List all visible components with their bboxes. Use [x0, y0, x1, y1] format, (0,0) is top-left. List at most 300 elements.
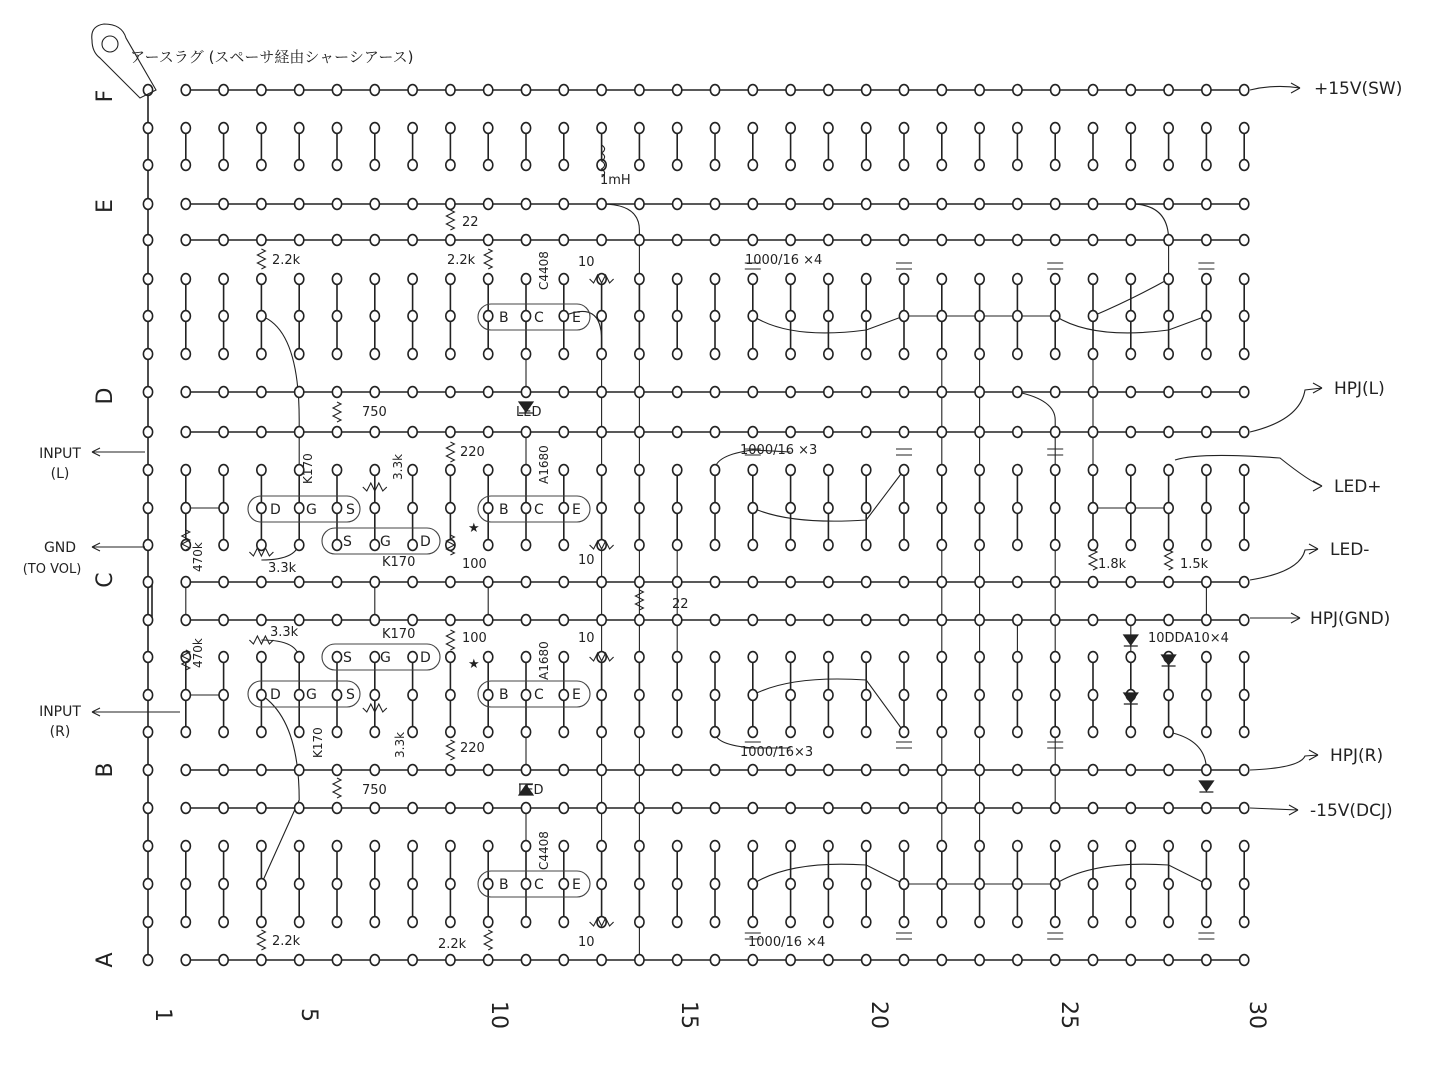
solder-pad [332, 160, 341, 171]
solder-pad [1088, 577, 1097, 588]
solder-pad [975, 235, 984, 246]
solder-pad [862, 311, 871, 322]
solder-pad [295, 235, 304, 246]
solder-pad [1240, 917, 1249, 928]
capacitor-icon [1047, 933, 1063, 939]
solder-pad [219, 577, 228, 588]
solder-pad [635, 123, 644, 134]
solder-pad [143, 199, 152, 210]
solder-pad [710, 274, 719, 285]
solder-pad [1088, 727, 1097, 738]
jfet-label: K170 [382, 627, 416, 642]
solder-pad [484, 503, 493, 514]
solder-pad [219, 387, 228, 398]
solder-pad [824, 615, 833, 626]
solder-pad [1240, 387, 1249, 398]
resistor-label: 100 [462, 557, 487, 572]
solder-pad [1088, 765, 1097, 776]
solder-pad [1126, 160, 1135, 171]
solder-pad [899, 387, 908, 398]
solder-pad [370, 765, 379, 776]
solder-pad [710, 652, 719, 663]
solder-pad [597, 765, 606, 776]
solder-pad [975, 274, 984, 285]
solder-pad [975, 199, 984, 210]
resistor-label: 3.3k [391, 453, 405, 480]
solder-pad [710, 465, 719, 476]
solder-pad [143, 235, 152, 246]
capacitor-label: 1000/16×3 [740, 745, 814, 760]
solder-pad [1051, 765, 1060, 776]
solder-pad [408, 311, 417, 322]
capacitor-label: 1000/16 ×3 [740, 443, 818, 458]
resistor-icon [446, 442, 454, 462]
pin-d: D [420, 534, 431, 550]
solder-pad [824, 387, 833, 398]
solder-pad [937, 160, 946, 171]
solder-pad [824, 311, 833, 322]
solder-pad [143, 387, 152, 398]
solder-pad [559, 427, 568, 438]
capacitor-icon [896, 933, 912, 939]
solder-pad [635, 652, 644, 663]
solder-pad [937, 349, 946, 360]
solder-pad [937, 503, 946, 514]
solder-pad [748, 841, 757, 852]
solder-pad [748, 577, 757, 588]
solder-pad [1240, 465, 1249, 476]
solder-pad [408, 123, 417, 134]
solder-pad [710, 235, 719, 246]
solder-pad [257, 652, 266, 663]
solder-pad [446, 123, 455, 134]
column-number-30: 30 [1244, 1001, 1269, 1029]
solder-pad [748, 690, 757, 701]
pin-s: S [343, 650, 352, 666]
solder-pad [1088, 803, 1097, 814]
solder-pad [899, 803, 908, 814]
solder-pad [370, 311, 379, 322]
solder-pad [408, 235, 417, 246]
solder-pad [143, 540, 152, 551]
solder-pad [521, 652, 530, 663]
solder-pad [937, 577, 946, 588]
solder-pad [748, 349, 757, 360]
capacitor-icon [1198, 933, 1214, 939]
solder-pad [1013, 765, 1022, 776]
solder-pad [1202, 199, 1211, 210]
solder-pad [710, 123, 719, 134]
capacitor-label: 1000/16 ×4 [745, 253, 823, 268]
solder-pad [332, 235, 341, 246]
solder-pad [1126, 652, 1135, 663]
solder-pad [1164, 690, 1173, 701]
solder-pad [295, 917, 304, 928]
solder-pad [143, 690, 152, 701]
solder-pad [748, 615, 757, 626]
solder-pad [484, 199, 493, 210]
solder-pad [635, 577, 644, 588]
solder-pad [181, 123, 190, 134]
solder-pad [521, 465, 530, 476]
solder-pad [710, 503, 719, 514]
solder-pad [219, 803, 228, 814]
column-number-1: 1 [150, 1008, 175, 1022]
solder-pad [786, 349, 795, 360]
jumper-wire [1169, 657, 1207, 770]
resistor-icon [446, 740, 454, 760]
solder-pad [862, 577, 871, 588]
solder-pad [899, 917, 908, 928]
solder-pad [899, 577, 908, 588]
solder-pad [710, 803, 719, 814]
solder-pad [521, 427, 530, 438]
solder-pad [635, 841, 644, 852]
solder-pad [257, 387, 266, 398]
solder-pad [786, 652, 795, 663]
solder-pad [1088, 879, 1097, 890]
solder-pad [710, 199, 719, 210]
solder-pad [257, 955, 266, 966]
solder-pad [862, 465, 871, 476]
solder-pad [710, 727, 719, 738]
solder-pad [559, 955, 568, 966]
pin-s: S [343, 534, 352, 550]
jfet-label: K170 [311, 727, 325, 758]
solder-pad [219, 235, 228, 246]
solder-pad [899, 311, 908, 322]
solder-pad [710, 160, 719, 171]
solder-pad [937, 274, 946, 285]
solder-pad [899, 690, 908, 701]
solder-pad [559, 841, 568, 852]
solder-pad [370, 652, 379, 663]
solder-pad [1126, 199, 1135, 210]
solder-pad [1240, 803, 1249, 814]
solder-pad [559, 123, 568, 134]
solder-pad [597, 577, 606, 588]
solder-pad [332, 955, 341, 966]
solder-pad [143, 274, 152, 285]
arrow-icon [1250, 544, 1318, 580]
solder-pad [295, 540, 304, 551]
solder-pad [219, 311, 228, 322]
solder-pad [673, 349, 682, 360]
solder-pad [1240, 615, 1249, 626]
solder-pad [143, 841, 152, 852]
resistor-label: 470k [191, 542, 205, 572]
solder-pad [975, 652, 984, 663]
solder-pad [748, 503, 757, 514]
solder-pad [1088, 349, 1097, 360]
input-r-arrow-icon [92, 708, 180, 716]
solder-pad [1126, 274, 1135, 285]
solder-pad [1051, 577, 1060, 588]
resistor-label: 2.2k [447, 253, 476, 268]
solder-pad [786, 577, 795, 588]
solder-pad [710, 841, 719, 852]
capacitor-icon [1047, 263, 1063, 269]
solder-pad [219, 274, 228, 285]
solder-pad [521, 577, 530, 588]
solder-pad [521, 540, 530, 551]
diode-icon [1124, 693, 1138, 704]
solder-pad [1240, 690, 1249, 701]
solder-pad [1164, 955, 1173, 966]
pin-g: G [380, 534, 391, 550]
solder-pad [559, 274, 568, 285]
solder-pad [446, 803, 455, 814]
solder-pad [673, 503, 682, 514]
solder-pad [370, 123, 379, 134]
resistor-label: 1.5k [1180, 557, 1209, 572]
solder-pad [597, 349, 606, 360]
component-labels [191, 173, 1229, 952]
strip-lines [148, 90, 1244, 960]
solder-pad [370, 917, 379, 928]
solder-pad [937, 690, 946, 701]
solder-pad [862, 727, 871, 738]
solder-pad [1051, 917, 1060, 928]
solder-pad [899, 652, 908, 663]
solder-pad [1126, 727, 1135, 738]
solder-pad [786, 690, 795, 701]
solder-pad [899, 841, 908, 852]
resistor-icon [1165, 550, 1173, 570]
solder-pad [181, 503, 190, 514]
solder-pad [1126, 879, 1135, 890]
resistor-label: 3.3k [393, 731, 407, 758]
solder-pad [786, 503, 795, 514]
solder-pad [635, 199, 644, 210]
solder-pad [559, 765, 568, 776]
solder-pad [748, 274, 757, 285]
solder-pad [332, 311, 341, 322]
solder-pad [748, 387, 757, 398]
solder-pad [257, 199, 266, 210]
solder-pad [1202, 349, 1211, 360]
solder-pad [1164, 503, 1173, 514]
solder-pad [521, 727, 530, 738]
solder-pad [1126, 577, 1135, 588]
solder-pad [332, 427, 341, 438]
solder-pad [446, 955, 455, 966]
solder-pad [295, 727, 304, 738]
solder-pad [786, 387, 795, 398]
solder-pad [862, 235, 871, 246]
solder-pad [521, 879, 530, 890]
solder-pad [710, 540, 719, 551]
solder-pad [862, 540, 871, 551]
solder-pad [1051, 274, 1060, 285]
pin-s: S [346, 687, 355, 703]
solder-pad [1088, 841, 1097, 852]
solder-pad [1164, 199, 1173, 210]
solder-pad [332, 465, 341, 476]
solder-pad [219, 349, 228, 360]
solder-pad [824, 503, 833, 514]
solder-pad [862, 615, 871, 626]
solder-pad [748, 235, 757, 246]
solder-pad [1051, 841, 1060, 852]
solder-pad [370, 841, 379, 852]
solder-pad [370, 427, 379, 438]
solder-pad [484, 540, 493, 551]
solder-pad [332, 652, 341, 663]
solder-pad [181, 199, 190, 210]
solder-pad [1013, 235, 1022, 246]
solder-pad [408, 274, 417, 285]
resistor-icon [257, 249, 265, 269]
solder-pad [181, 727, 190, 738]
solder-pad [295, 387, 304, 398]
solder-pad [673, 652, 682, 663]
solder-pad [673, 841, 682, 852]
solder-pad [484, 427, 493, 438]
solder-pad [597, 123, 606, 134]
input-l-label: INPUT [39, 446, 81, 462]
solder-pad [975, 85, 984, 96]
solder-pad [862, 427, 871, 438]
solder-pad [1164, 615, 1173, 626]
solder-pad [937, 465, 946, 476]
solder-pad [181, 349, 190, 360]
solder-pad [257, 879, 266, 890]
solder-pad [1088, 917, 1097, 928]
solder-pad [1164, 427, 1173, 438]
solder-pad [370, 199, 379, 210]
solder-pad [181, 427, 190, 438]
solder-pad [1013, 387, 1022, 398]
solder-pad [710, 311, 719, 322]
solder-pad [257, 727, 266, 738]
solder-pad [824, 879, 833, 890]
solder-pad [257, 160, 266, 171]
solder-pad [332, 841, 341, 852]
solder-pad [1013, 615, 1022, 626]
solder-pad [635, 765, 644, 776]
solder-pad [673, 879, 682, 890]
solder-pad [673, 465, 682, 476]
solder-pad [181, 311, 190, 322]
solder-pad [1202, 615, 1211, 626]
pin-g: G [380, 650, 391, 666]
row-label-b: B [93, 762, 118, 778]
solder-pad [635, 85, 644, 96]
solder-pad [748, 311, 757, 322]
solder-pad [257, 803, 266, 814]
solder-pad [1202, 690, 1211, 701]
solder-pad [181, 465, 190, 476]
solder-pad [143, 349, 152, 360]
solder-pad [219, 540, 228, 551]
solder-pad [295, 311, 304, 322]
solder-pad [521, 615, 530, 626]
solder-pad [219, 85, 228, 96]
solder-pad [446, 503, 455, 514]
solder-pad [295, 123, 304, 134]
solder-pad [975, 879, 984, 890]
solder-pad [370, 235, 379, 246]
pin-s: S [346, 502, 355, 518]
solder-pad [1051, 955, 1060, 966]
solder-pad [143, 577, 152, 588]
solder-pad [370, 879, 379, 890]
solder-pad [1202, 311, 1211, 322]
solder-pad [673, 160, 682, 171]
solder-pad [408, 917, 417, 928]
inductor-label: 1mH [600, 173, 631, 188]
solder-pad [975, 765, 984, 776]
solder-pad [937, 879, 946, 890]
solder-pad [219, 690, 228, 701]
solder-pad [862, 160, 871, 171]
solder-pad [1051, 879, 1060, 890]
solder-pad [1051, 235, 1060, 246]
solder-pad [1202, 879, 1211, 890]
solder-pad [143, 160, 152, 171]
solder-pad [899, 615, 908, 626]
solder-pad [673, 765, 682, 776]
pin-g: G [306, 687, 317, 703]
solder-pad [635, 311, 644, 322]
solder-pad [635, 615, 644, 626]
solder-pad [219, 841, 228, 852]
solder-pad [1013, 199, 1022, 210]
solder-pad [257, 615, 266, 626]
solder-pad [975, 427, 984, 438]
arrow-icon [1250, 613, 1300, 623]
column-number-25: 25 [1056, 1001, 1081, 1029]
solder-pad [937, 199, 946, 210]
solder-pad [1126, 311, 1135, 322]
resistor-label: 10 [578, 935, 595, 950]
solder-pad [484, 652, 493, 663]
capacitor-icon [896, 449, 912, 455]
solder-pad [143, 615, 152, 626]
solder-pad [597, 841, 606, 852]
solder-pad [1202, 160, 1211, 171]
solder-pad [181, 160, 190, 171]
solder-pad [1126, 917, 1135, 928]
solder-pad [673, 199, 682, 210]
solder-pad [1051, 803, 1060, 814]
solder-pad [786, 615, 795, 626]
pin-b: B [499, 687, 509, 703]
solder-pad [1240, 160, 1249, 171]
solder-pad [521, 349, 530, 360]
solder-pad [786, 235, 795, 246]
solder-pad [710, 955, 719, 966]
solder-pad [1240, 540, 1249, 551]
solder-pad [786, 727, 795, 738]
solder-pad [1088, 690, 1097, 701]
solder-pad [1013, 879, 1022, 890]
solder-pad [786, 803, 795, 814]
solder-pad [1126, 503, 1135, 514]
transistor-label: A1680 [537, 641, 551, 680]
gnd-label: GND [43, 540, 77, 556]
solder-pad [1051, 503, 1060, 514]
solder-pad [597, 803, 606, 814]
solder-pad [446, 879, 455, 890]
solder-pad [862, 274, 871, 285]
solder-pad [1013, 577, 1022, 588]
solder-pad [1013, 503, 1022, 514]
solder-pad [559, 879, 568, 890]
transistor-label: C4408 [537, 251, 551, 290]
solder-pad [1013, 955, 1022, 966]
